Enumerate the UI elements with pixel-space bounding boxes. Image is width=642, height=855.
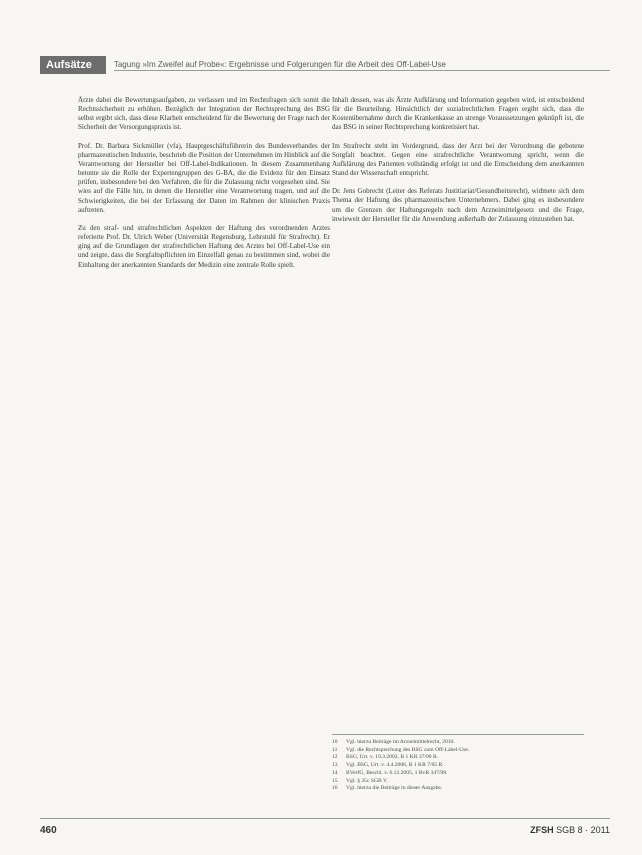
footnote (332, 778, 584, 785)
footnote (332, 762, 584, 769)
journal-name: ZFSH (530, 825, 554, 835)
footnote-text: Vgl. BSG, Urt. v. 4.4.2006, B 1 KR 7/05 R. (346, 762, 444, 769)
journal-citation (530, 825, 610, 835)
footnote (332, 785, 584, 792)
paragraph: Im Strafrecht steht im Vordergrund, dass der Arzt bei der Verordnung die gebotene Sorgfalt beachtet. Gegen eine strafrechtliche Verantwortung spricht, wenn die Aufklärung des Patienten vollständig erfolgt ist und die Entscheidung dem anerkannten Stand der Wissenschaft entspricht. (332, 141, 584, 178)
paragraph: Inhalt dessen, was als Ärzte Aufklärung und Information gegeben wird, ist entscheidend für die Beurteilung. Hinsichtlich der sozialrechtlichen Fragen ergibt sich, dass die Kostenübernahme durch die Krankenkasse an strenge Voraussetzungen geknüpft ist, die das BSG in seiner Rechtsprechung konkretisiert hat. (332, 96, 584, 132)
footnote-number: 15 (332, 777, 338, 784)
footnote-text: Vgl. hierzu Beiträge im Arzneimittelrecht, 2010. (346, 739, 455, 745)
page-number: 460 (40, 824, 57, 836)
footnote-number: 11 (332, 746, 338, 753)
left-column (78, 96, 330, 279)
footnote-text: BVerfG, Beschl. v. 6.12.2005, 1 BvR 347/98. (346, 769, 448, 776)
section-badge: Aufsätze (40, 56, 106, 74)
paragraph: Zu den straf- und strafrechtlichen Aspekten der Haftung des verordnenden Arztes referierte Prof. Dr. Ulrich Weber (Universität Regensburg, Lehrstuhl für Strafrecht). Er ging auf die Grundlagen der strafrechtlichen Haftung des Arztes bei Off-Label-Use ein und zeigte, dass die Sorgfaltspflichten im Einzelfall genau zu bestimmen sind, wobei die Einhaltung der anerkannten Standards der Medizin eine zentrale Rolle spielt. (78, 223, 330, 269)
footnote-number: 16 (332, 785, 338, 792)
footnote (332, 754, 584, 761)
footnote (332, 739, 584, 746)
journal-issue: SGB 8 · 2011 (556, 825, 610, 835)
footnote-number: 10 (332, 739, 338, 745)
footnote-text: Vgl. die Rechtsprechung des BSG zum Off-Label-Use. (346, 746, 470, 753)
paragraph: Ärzte dabei die Bewertungsaufgaben, zu verlassen und im Rechtsfragen sich somit die Rechtssicherheit zu erhöhen. Bezüglich der Integration der Rechtsprechung des BSG selbst ergibt sich, dass diese Klarheit entscheidend für die Bewertung der Frage nach der Sicherheit der Versorgungspraxis ist. (78, 96, 330, 132)
right-column (332, 96, 584, 233)
paragraph: Dr. Jens Gobrecht (Leiter des Referats Justitiariat/Gesundheitsrecht), widmete sich dem Thema der Haftung des pharmazeutischen Unternehmers. Dabei ging es insbesondere um die Grenzen der Haftungsregeln nach dem Arzneimittelgesetz und die Frage, inwieweit der Hersteller für die Anwendung außerhalb der Zulassung einzustehen hat. (332, 187, 584, 223)
footnotes (332, 734, 584, 793)
page-footer (40, 818, 610, 837)
paragraph: Prof. Dr. Barbara Sickmüller (vfa), Hauptgeschäftsführerin des Bundesverbandes der pharmazeutischen Industrie, beschrieb die Position der Unternehmen im Hinblick auf die Verantwortung der Hersteller bei Off-Label-Indikationen. In diesem Zusammenhang betonte sie die Rolle der Expertengruppen des G-BA, die die Evidenz für den Einsatz prüfen, insbesondere bei den Verfahren, die für die Zulassung nicht vorgesehen sind. Sie wies auf die Fälle hin, in denen die Hersteller eine Verantwortung tragen, und auf die Schwierigkeiten, die bei der Erfassung der Daten im Rahmen der klinischen Praxis auftreten. (78, 141, 330, 214)
page-header (40, 56, 610, 74)
footnote-text: BSG, Urt. v. 19.3.2002, B 1 KR 37/00 R. (346, 754, 439, 761)
footnote-number: 14 (332, 769, 338, 776)
running-title: Tagung »Im Zweifel auf Probe«: Ergebnisse und Folgerungen für die Arbeit des Off-Label-Use (114, 60, 610, 71)
footnote (332, 770, 584, 777)
footnote-text: Vgl. hierzu die Beiträge in dieser Ausgabe. (346, 785, 443, 792)
footnote-number: 13 (332, 762, 338, 769)
footnote-number: 12 (332, 754, 338, 761)
footnote-text: Vgl. § 35c SGB V. (346, 777, 388, 784)
footnote (332, 747, 584, 754)
